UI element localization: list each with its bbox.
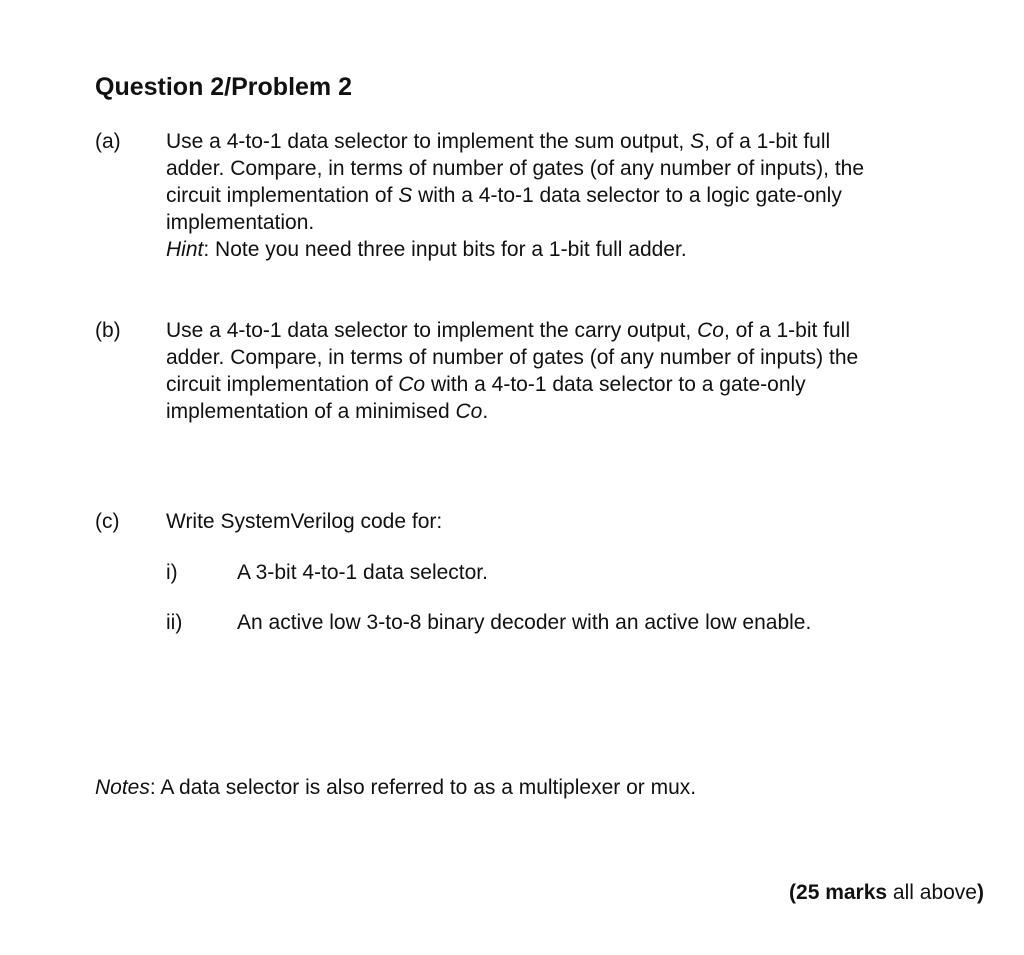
part-c-item-label: i) (166, 561, 178, 584)
notes-label: Notes (95, 776, 150, 799)
part-b-line-3: circuit implementation of Co with a 4-to-1 data selector to a gate-only (166, 373, 806, 396)
part-a-line-1: Use a 4-to-1 data selector to implement the sum output, S, of a 1-bit full (166, 130, 831, 153)
part-b-label: (b) (95, 319, 121, 342)
part-c-label: (c) (95, 510, 120, 533)
part-b-line-4: implementation of a minimised Co. (166, 400, 489, 423)
question-title: Question 2/Problem 2 (95, 73, 353, 101)
part-b-line-2: adder. Compare, in terms of number of gates (of any number of inputs) the (166, 346, 859, 369)
part-c-item-text: An active low 3-to-8 binary decoder with an active low enable. (237, 611, 812, 634)
part-b-text (166, 317, 966, 425)
part-a-label: (a) (95, 130, 121, 153)
part-c-item-text: A 3-bit 4-to-1 data selector. (237, 561, 488, 584)
notes (95, 774, 696, 801)
part-a-line-2: adder. Compare, in terms of number of gates (of any number of inputs), the (166, 157, 865, 180)
part-a-text (166, 128, 966, 263)
marks-total: (25 marks all above) (789, 881, 984, 904)
part-c-intro: Write SystemVerilog code for: (166, 510, 443, 533)
part-a-line-4: implementation. (166, 211, 315, 234)
part-a-hint: Hint: Note you need three input bits for a 1-bit full adder. (166, 238, 687, 261)
notes-text: : A data selector is also referred to as a multiplexer or mux. (149, 776, 697, 799)
part-b-line-1: Use a 4-to-1 data selector to implement the carry output, Co, of a 1-bit full (166, 319, 851, 342)
part-a-line-3: circuit implementation of S with a 4-to-1 data selector to a logic gate-only (166, 184, 842, 207)
part-c-item-label: ii) (166, 611, 183, 634)
